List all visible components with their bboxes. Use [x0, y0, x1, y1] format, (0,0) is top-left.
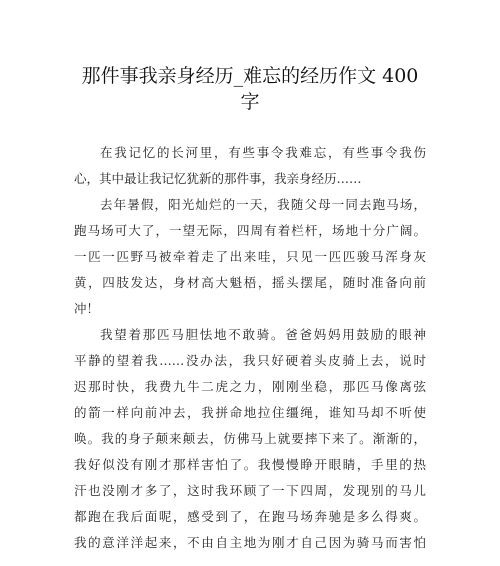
paragraph-line: 在我记忆的长河里，有些事令我难忘，有些事令我伤	[100, 145, 426, 160]
paragraph-line: 去年暑假，阳光灿烂的一天，我随父母一同去跑马场，	[100, 197, 426, 212]
paragraph-line: 跑马场可大了，一望无际，四周有着栏杆，场地十分广阔。	[74, 223, 426, 238]
paragraph-line: 我好似没有刚才那样害怕了。我慢慢睁开眼睛，手里的热	[74, 457, 426, 472]
paragraph-line: 我望着那匹马胆怯地不敢骑。爸爸妈妈用鼓励的眼神	[100, 327, 426, 342]
paragraph-line: 冲！	[74, 301, 100, 316]
paragraph-line: 平静的望着我……没办法，我只好硬着头皮骑上去，说时	[74, 353, 426, 368]
paragraph-line: 一匹一匹野马被牵着走了出来哇，只见一匹匹骏马浑身灰	[74, 249, 426, 264]
document-title-line-1: 那件事我亲身经历_难忘的经历作文 400	[81, 65, 419, 87]
paragraph-line: 心，其中最让我记忆犹新的那件事，我亲身经历……	[74, 171, 362, 186]
paragraph-line: 黄，四肢发达，身材高大魁梧，摇头摆尾，随时准备向前	[74, 275, 426, 290]
paragraph-line: 都跑在我后面呢，感受到了，在跑马场奔驰是多么得爽。	[74, 509, 426, 524]
paragraph-line: 的箭一样向前冲去，我拼命地拉住缰绳，谁知马却不听使	[74, 405, 426, 420]
paragraph-line: 唤。我的身子颠来颠去，仿佛马上就要摔下来了。渐渐的，	[74, 431, 426, 446]
document-title-line-2: 字	[240, 91, 260, 113]
paragraph-line: 汗也没刚才多了，这时我环顾了一下四周，发现别的马儿	[74, 483, 426, 498]
paragraph-line: 我的意洋洋起来，不由自主地为刚才自己因为骑马而害怕	[74, 535, 426, 550]
paragraph-line: 迟那时快，我费九牛二虎之力，刚刚坐稳，那匹马像离弦	[74, 379, 426, 394]
